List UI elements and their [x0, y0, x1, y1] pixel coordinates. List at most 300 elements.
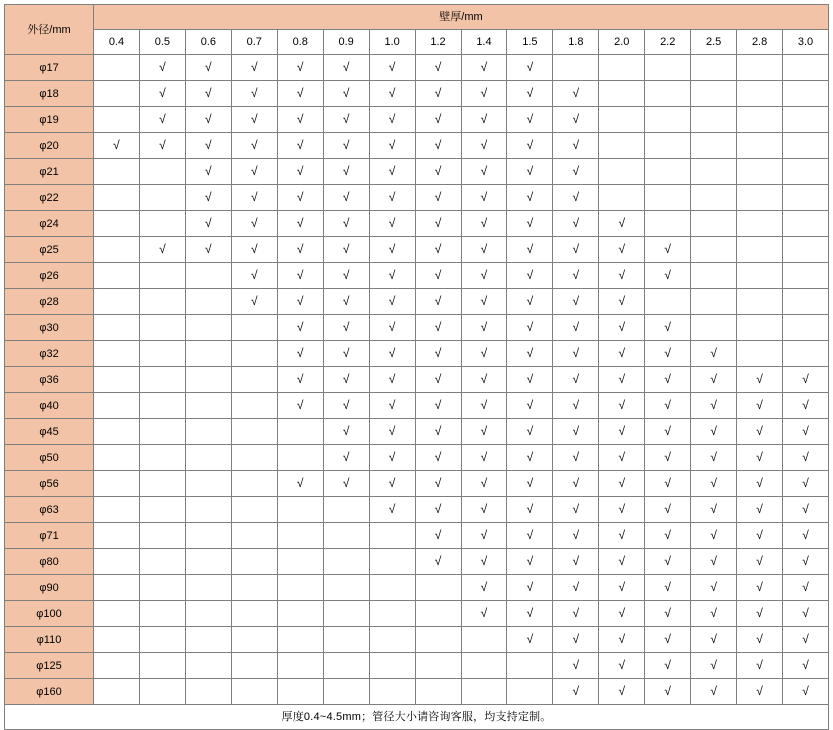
cell-available: [645, 601, 691, 627]
cell-available: [737, 497, 783, 523]
row-header-diameter: φ110: [5, 627, 94, 653]
cell-available: [691, 653, 737, 679]
table-data-body: [5, 55, 829, 705]
check-icon: √: [480, 372, 488, 386]
check-icon: √: [618, 658, 626, 672]
check-icon: √: [480, 580, 488, 594]
check-icon: √: [526, 320, 534, 334]
cell-available: [461, 263, 507, 289]
check-icon: √: [434, 346, 442, 360]
check-icon: √: [710, 528, 717, 542]
cell-empty: [231, 445, 277, 471]
cell-available: [737, 471, 783, 497]
cell-available: [369, 497, 415, 523]
row-header-diameter: φ32: [5, 341, 94, 367]
row-header-diameter: φ63: [5, 497, 94, 523]
cell-available: [553, 445, 599, 471]
table-row: [5, 679, 829, 705]
cell-available: [369, 133, 415, 159]
cell-available: [553, 315, 599, 341]
check-icon: √: [802, 554, 809, 568]
cell-available: [461, 497, 507, 523]
cell-empty: [94, 159, 140, 185]
check-icon: √: [710, 424, 717, 438]
check-icon: √: [250, 164, 258, 178]
cell-available: [691, 523, 737, 549]
cell-empty: [645, 55, 691, 81]
check-icon: √: [664, 346, 672, 360]
cell-empty: [737, 107, 783, 133]
cell-available: [415, 549, 461, 575]
table-header-row-columns: [5, 30, 829, 55]
cell-available: [231, 211, 277, 237]
check-icon: √: [250, 242, 258, 256]
check-icon: √: [526, 164, 534, 178]
cell-empty: [94, 185, 140, 211]
cell-empty: [139, 159, 185, 185]
cell-available: [369, 315, 415, 341]
check-icon: √: [250, 112, 258, 126]
cell-empty: [185, 679, 231, 705]
cell-empty: [94, 627, 140, 653]
check-icon: √: [342, 190, 350, 204]
check-icon: √: [250, 294, 258, 308]
cell-empty: [737, 263, 783, 289]
column-header-0-8: 0.8: [277, 30, 323, 55]
cell-available: [139, 133, 185, 159]
cell-available: [323, 55, 369, 81]
check-icon: √: [480, 450, 488, 464]
check-icon: √: [618, 580, 626, 594]
row-header-diameter: φ25: [5, 237, 94, 263]
cell-empty: [507, 679, 553, 705]
check-icon: √: [342, 86, 350, 100]
cell-available: [231, 185, 277, 211]
cell-available: [783, 601, 829, 627]
cell-empty: [139, 211, 185, 237]
column-header-1-5: 1.5: [507, 30, 553, 55]
cell-available: [415, 289, 461, 315]
check-icon: √: [296, 164, 304, 178]
cell-available: [507, 367, 553, 393]
check-icon: √: [388, 268, 396, 282]
check-icon: √: [572, 268, 580, 282]
cell-available: [323, 471, 369, 497]
cell-empty: [231, 367, 277, 393]
cell-empty: [691, 55, 737, 81]
check-icon: √: [664, 242, 672, 256]
cell-empty: [691, 107, 737, 133]
cell-empty: [139, 627, 185, 653]
check-icon: √: [618, 632, 626, 646]
cell-available: [461, 601, 507, 627]
cell-empty: [231, 341, 277, 367]
check-icon: √: [342, 216, 350, 230]
cell-available: [599, 601, 645, 627]
row-header-diameter: φ56: [5, 471, 94, 497]
cell-available: [553, 185, 599, 211]
check-icon: √: [572, 164, 580, 178]
cell-available: [553, 289, 599, 315]
row-header-diameter: φ80: [5, 549, 94, 575]
cell-available: [599, 549, 645, 575]
check-icon: √: [342, 268, 350, 282]
check-icon: √: [802, 398, 809, 412]
check-icon: √: [664, 450, 672, 464]
cell-empty: [94, 341, 140, 367]
cell-empty: [323, 549, 369, 575]
check-icon: √: [618, 346, 626, 360]
check-icon: √: [250, 60, 258, 74]
check-icon: √: [526, 268, 534, 282]
cell-empty: [645, 107, 691, 133]
check-icon: √: [618, 268, 626, 282]
cell-empty: [783, 81, 829, 107]
cell-empty: [277, 445, 323, 471]
cell-empty: [185, 445, 231, 471]
cell-empty: [139, 367, 185, 393]
cell-available: [185, 55, 231, 81]
cell-available: [369, 107, 415, 133]
cell-available: [645, 367, 691, 393]
check-icon: √: [480, 320, 488, 334]
check-icon: √: [342, 112, 350, 126]
check-icon: √: [756, 398, 763, 412]
cell-empty: [783, 237, 829, 263]
check-icon: √: [526, 346, 534, 360]
check-icon: √: [296, 346, 304, 360]
cell-empty: [323, 601, 369, 627]
check-icon: √: [526, 86, 534, 100]
cell-available: [277, 107, 323, 133]
row-header-diameter: φ71: [5, 523, 94, 549]
cell-empty: [737, 237, 783, 263]
cell-empty: [94, 367, 140, 393]
check-icon: √: [756, 372, 763, 386]
check-icon: √: [572, 320, 580, 334]
check-icon: √: [526, 112, 534, 126]
cell-empty: [94, 81, 140, 107]
row-header-diameter: φ160: [5, 679, 94, 705]
cell-empty: [783, 211, 829, 237]
corner-header-outer-diameter: 外径/mm: [5, 5, 94, 55]
cell-available: [415, 341, 461, 367]
check-icon: √: [250, 190, 258, 204]
cell-empty: [323, 653, 369, 679]
table-row: [5, 471, 829, 497]
check-icon: √: [526, 502, 534, 516]
cell-empty: [737, 315, 783, 341]
cell-available: [783, 549, 829, 575]
check-icon: √: [434, 528, 442, 542]
cell-available: [185, 107, 231, 133]
table-row: [5, 289, 829, 315]
cell-empty: [94, 497, 140, 523]
cell-available: [507, 211, 553, 237]
cell-empty: [691, 289, 737, 315]
cell-available: [783, 445, 829, 471]
check-icon: √: [572, 86, 580, 100]
cell-available: [185, 81, 231, 107]
check-icon: √: [572, 450, 580, 464]
cell-empty: [691, 159, 737, 185]
cell-empty: [139, 419, 185, 445]
cell-available: [507, 523, 553, 549]
cell-available: [599, 653, 645, 679]
cell-available: [691, 575, 737, 601]
check-icon: √: [480, 606, 488, 620]
check-icon: √: [572, 372, 580, 386]
cell-empty: [645, 81, 691, 107]
column-header-2-8: 2.8: [737, 30, 783, 55]
check-icon: √: [572, 190, 580, 204]
table-row: [5, 523, 829, 549]
cell-available: [553, 679, 599, 705]
table-row: [5, 601, 829, 627]
cell-empty: [737, 185, 783, 211]
cell-empty: [94, 55, 140, 81]
cell-available: [599, 419, 645, 445]
cell-empty: [691, 133, 737, 159]
cell-empty: [599, 107, 645, 133]
check-icon: √: [388, 450, 396, 464]
cell-available: [645, 263, 691, 289]
cell-available: [553, 81, 599, 107]
cell-empty: [231, 523, 277, 549]
cell-available: [415, 315, 461, 341]
check-icon: √: [205, 190, 212, 204]
cell-available: [737, 549, 783, 575]
row-header-diameter: φ24: [5, 211, 94, 237]
table-row: [5, 575, 829, 601]
cell-available: [691, 471, 737, 497]
cell-available: [691, 393, 737, 419]
cell-available: [599, 263, 645, 289]
cell-available: [599, 471, 645, 497]
check-icon: √: [342, 476, 350, 490]
cell-empty: [599, 133, 645, 159]
column-header-0-5: 0.5: [139, 30, 185, 55]
cell-empty: [369, 549, 415, 575]
check-icon: √: [342, 138, 350, 152]
cell-available: [461, 445, 507, 471]
check-icon: √: [480, 554, 488, 568]
cell-available: [461, 367, 507, 393]
cell-available: [139, 107, 185, 133]
check-icon: √: [618, 606, 626, 620]
cell-available: [461, 315, 507, 341]
check-icon: √: [296, 112, 304, 126]
check-icon: √: [434, 86, 442, 100]
cell-available: [415, 393, 461, 419]
cell-available: [277, 263, 323, 289]
cell-empty: [277, 575, 323, 601]
check-icon: √: [710, 684, 717, 698]
check-icon: √: [618, 450, 626, 464]
cell-available: [783, 497, 829, 523]
cell-available: [461, 471, 507, 497]
check-icon: √: [388, 476, 396, 490]
cell-empty: [185, 341, 231, 367]
table-row: [5, 81, 829, 107]
cell-empty: [277, 627, 323, 653]
cell-available: [553, 263, 599, 289]
cell-available: [645, 237, 691, 263]
cell-available: [691, 419, 737, 445]
cell-available: [323, 159, 369, 185]
table-row: [5, 653, 829, 679]
cell-empty: [691, 237, 737, 263]
check-icon: √: [756, 606, 763, 620]
cell-available: [645, 627, 691, 653]
cell-available: [461, 81, 507, 107]
cell-empty: [185, 367, 231, 393]
check-icon: √: [480, 242, 488, 256]
cell-empty: [139, 289, 185, 315]
cell-available: [783, 367, 829, 393]
cell-empty: [185, 471, 231, 497]
check-icon: √: [526, 294, 534, 308]
cell-available: [507, 237, 553, 263]
check-icon: √: [664, 632, 672, 646]
cell-empty: [139, 575, 185, 601]
cell-empty: [783, 263, 829, 289]
cell-available: [507, 159, 553, 185]
check-icon: √: [159, 242, 166, 256]
cell-empty: [231, 653, 277, 679]
cell-available: [323, 107, 369, 133]
cell-empty: [415, 575, 461, 601]
check-icon: √: [618, 528, 626, 542]
check-icon: √: [388, 138, 396, 152]
check-icon: √: [710, 554, 717, 568]
check-icon: √: [480, 164, 488, 178]
cell-available: [645, 575, 691, 601]
check-icon: √: [250, 216, 258, 230]
cell-available: [461, 419, 507, 445]
check-icon: √: [205, 112, 212, 126]
cell-empty: [277, 497, 323, 523]
cell-available: [553, 159, 599, 185]
check-icon: √: [480, 216, 488, 230]
cell-available: [461, 523, 507, 549]
check-icon: √: [618, 502, 626, 516]
cell-available: [737, 653, 783, 679]
cell-available: [507, 419, 553, 445]
cell-available: [461, 549, 507, 575]
check-icon: √: [526, 606, 534, 620]
check-icon: √: [434, 190, 442, 204]
check-icon: √: [572, 580, 580, 594]
cell-available: [507, 133, 553, 159]
cell-empty: [323, 497, 369, 523]
cell-available: [415, 497, 461, 523]
cell-available: [737, 393, 783, 419]
cell-available: [507, 107, 553, 133]
cell-empty: [369, 523, 415, 549]
check-icon: √: [342, 320, 350, 334]
cell-available: [461, 133, 507, 159]
check-icon: √: [572, 424, 580, 438]
check-icon: √: [802, 372, 809, 386]
check-icon: √: [342, 294, 350, 308]
check-icon: √: [342, 450, 350, 464]
cell-available: [553, 107, 599, 133]
cell-empty: [231, 549, 277, 575]
cell-available: [231, 107, 277, 133]
cell-empty: [139, 653, 185, 679]
cell-empty: [323, 523, 369, 549]
table-footer-row: [5, 705, 829, 730]
check-icon: √: [159, 60, 166, 74]
table-row: [5, 445, 829, 471]
cell-available: [783, 575, 829, 601]
cell-available: [553, 601, 599, 627]
cell-empty: [369, 627, 415, 653]
cell-available: [323, 237, 369, 263]
cell-available: [507, 55, 553, 81]
check-icon: √: [296, 216, 304, 230]
table-row: [5, 211, 829, 237]
cell-available: [231, 81, 277, 107]
check-icon: √: [618, 320, 626, 334]
table-row: [5, 627, 829, 653]
check-icon: √: [664, 684, 672, 698]
cell-available: [277, 159, 323, 185]
check-icon: √: [526, 580, 534, 594]
cell-empty: [645, 211, 691, 237]
check-icon: √: [664, 398, 672, 412]
check-icon: √: [342, 346, 350, 360]
check-icon: √: [526, 424, 534, 438]
check-icon: √: [159, 112, 166, 126]
check-icon: √: [526, 190, 534, 204]
check-icon: √: [664, 372, 672, 386]
check-icon: √: [388, 242, 396, 256]
column-header-0-4: 0.4: [94, 30, 140, 55]
check-icon: √: [618, 216, 626, 230]
check-icon: √: [710, 346, 717, 360]
cell-available: [369, 211, 415, 237]
check-icon: √: [756, 502, 763, 516]
check-icon: √: [296, 372, 304, 386]
check-icon: √: [710, 502, 717, 516]
check-icon: √: [296, 60, 304, 74]
table-row: [5, 237, 829, 263]
cell-available: [277, 185, 323, 211]
cell-available: [737, 627, 783, 653]
cell-available: [369, 55, 415, 81]
cell-available: [323, 185, 369, 211]
cell-empty: [185, 419, 231, 445]
check-icon: √: [205, 216, 212, 230]
cell-available: [415, 263, 461, 289]
check-icon: √: [342, 60, 350, 74]
row-header-diameter: φ36: [5, 367, 94, 393]
check-icon: √: [388, 190, 396, 204]
row-header-diameter: φ28: [5, 289, 94, 315]
header-wall-thickness: 壁厚/mm: [94, 5, 829, 30]
table-row: [5, 263, 829, 289]
column-header-1-0: 1.0: [369, 30, 415, 55]
check-icon: √: [296, 190, 304, 204]
check-icon: √: [618, 242, 626, 256]
row-header-diameter: φ90: [5, 575, 94, 601]
check-icon: √: [388, 424, 396, 438]
cell-available: [553, 653, 599, 679]
cell-empty: [691, 211, 737, 237]
cell-available: [599, 211, 645, 237]
